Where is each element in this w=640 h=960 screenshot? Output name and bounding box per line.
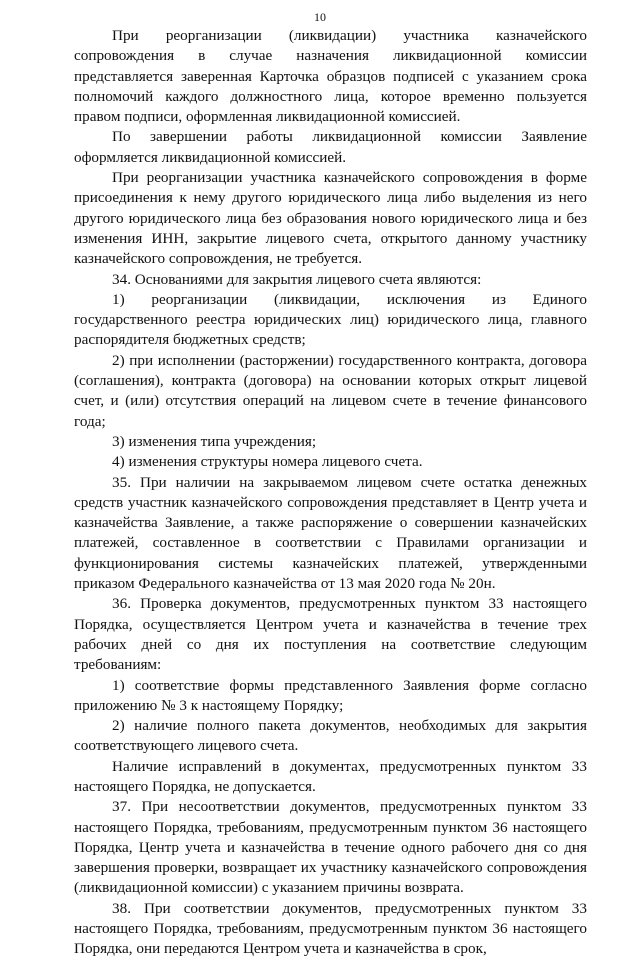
list-item-34-2: 2) при исполнении (расторжении) государственного контракта, договора (соглашения), контракта (договора) на основании которых открыт лицевой счет, и (или) отсутствия операций на лицевом счете в течение финансового года; bbox=[74, 351, 587, 430]
paragraph-37: 37. При несоответствии документов, предусмотренных пунктом 33 настоящего Порядка, требованиям, предусмотренным пунктом 36 настоящего Порядка, Центр учета и казначейства в течение одного рабочего дня со дня завершения проверки, возвращает их участнику казначейского сопровождения (ликвидационной комиссии) с указанием причины возврата. bbox=[74, 798, 587, 897]
list-item-34-3: 3) изменения типа учреждения; bbox=[112, 432, 317, 450]
paragraph-corrections-not-allowed: Наличие исправлений в документах, предусмотренных пунктом 33 настоящего Порядка, не допускается. bbox=[74, 757, 587, 795]
list-item-34-1: 1) реорганизации (ликвидации, исключения из Единого государственного реестра юридических лиц) юридического лица, главного распорядителя бюджетных средств; bbox=[74, 290, 587, 349]
paragraph-34-heading: 34. Основаниями для закрытия лицевого счета являются: bbox=[112, 270, 482, 288]
paragraph-38: 38. При соответствии документов, предусмотренных пунктом 33 настоящего Порядка, требованиям, предусмотренным пунктом 36 настоящего Порядка, они передаются Центром учета и казначейства в срок, bbox=[74, 899, 587, 958]
paragraph-liquidation-completion: По завершении работы ликвидационной комиссии Заявление оформляется ликвидационной комиссией. bbox=[74, 128, 587, 166]
paragraph-36: 36. Проверка документов, предусмотренных пунктом 33 настоящего Порядка, осуществляется Центром учета и казначейства в течение трех рабочих дней со дня их поступления на соответствие следующим требованиям: bbox=[74, 595, 587, 674]
list-item-36-2: 2) наличие полного пакета документов, необходимых для закрытия соответствующего лицевого счета. bbox=[74, 717, 587, 755]
page-number: 10 bbox=[314, 10, 326, 24]
paragraph-reorganization-merger: При реорганизации участника казначейского сопровождения в форме присоединения к нему другого юридического лица либо выделения из него другого юридического лица без образования нового юридического лица и без изменения ИНН, закрытие лицевого счета, открытого данному участнику казначейского сопровождения, не требуется. bbox=[74, 169, 587, 268]
list-item-34-4: 4) изменения структуры номера лицевого счета. bbox=[112, 453, 423, 471]
document-body bbox=[74, 26, 587, 960]
list-item-36-1: 1) соответствие формы представленного Заявления форме согласно приложению № 3 к настоящему Порядку; bbox=[74, 676, 587, 714]
paragraph-reorganization-liquidation-commission: При реорганизации (ликвидации) участника казначейского сопровождения в случае назначения ликвидационной комиссии представляется заверенная Карточка образцов подписей с указанием срока полномочий каждого должностного лица, которое временно пользуется правом подписи, оформленная ликвидационной комиссией. bbox=[74, 27, 587, 126]
paragraph-35: 35. При наличии на закрываемом лицевом счете остатка денежных средств участник казначейского сопровождения представляет в Центр учета и казначейства Заявление, а также распоряжение о совершении казначейских платежей, составленное в соответствии с Правилами организации и функционирования системы казначейских платежей, утвержденными приказом Федерального казначейства от 13 мая 2020 года № 20н. bbox=[74, 473, 587, 593]
